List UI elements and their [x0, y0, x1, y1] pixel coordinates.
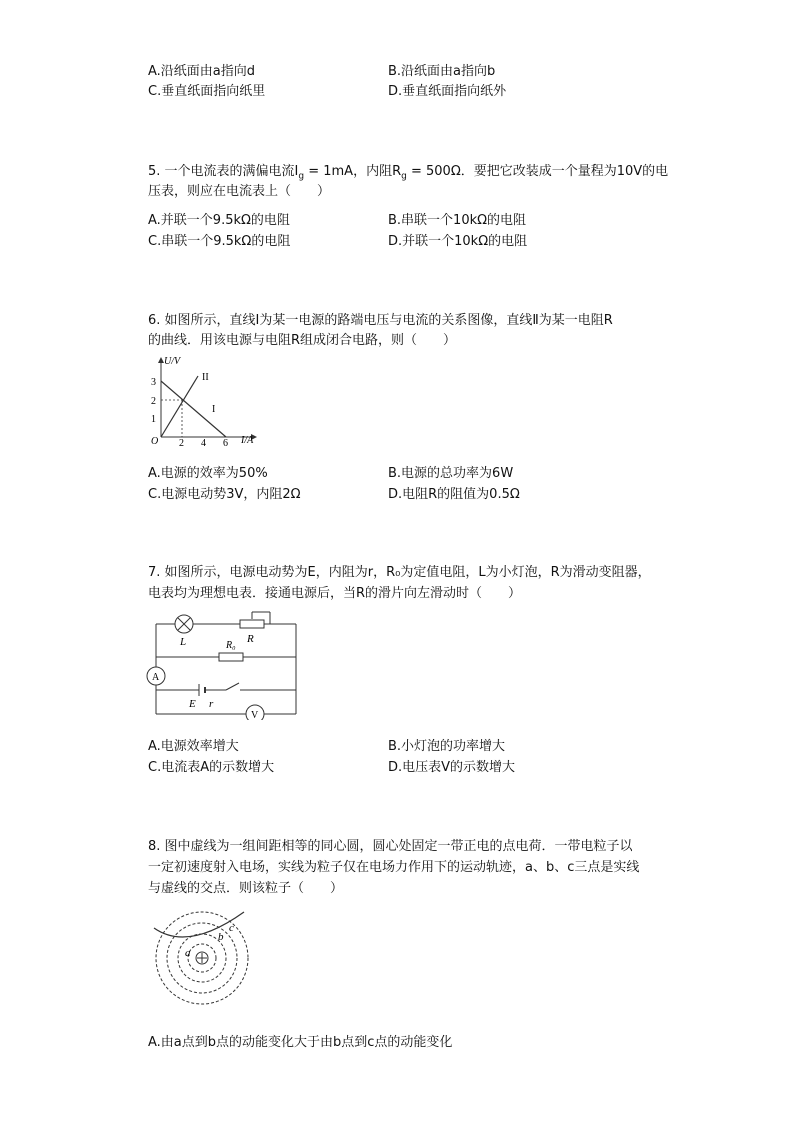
x-tick-6: 6 — [223, 438, 228, 448]
q6-option-c: C.电源电动势3V，内阻2Ω — [148, 487, 301, 502]
q6-option-d: D.电阻R的阻值为0.5Ω — [388, 487, 520, 502]
q4-option-a: A.沿纸面由a指向d — [148, 64, 256, 79]
q7-stem-line2: 电表均为理想电表．接通电源后，当R的滑片向左滑动时（ ） — [148, 586, 522, 601]
label-c: c — [229, 922, 234, 934]
x-axis-label: I/A — [241, 435, 254, 446]
label-R: R — [247, 633, 254, 645]
x-tick-4: 4 — [201, 438, 206, 448]
label-b: b — [218, 931, 224, 943]
q5-stem-line2: 压表，则应在电流表上（ ） — [148, 184, 331, 199]
q7-option-b: B.小灯泡的功率增大 — [388, 739, 506, 754]
label-E: E — [189, 698, 196, 710]
label-a: a — [185, 947, 191, 959]
rheostat-R — [240, 620, 264, 628]
label-R0: R₀ — [226, 640, 236, 651]
line-II-label: II — [202, 372, 209, 383]
line-I — [161, 381, 226, 437]
q7-option-d: D.电压表V的示数增大 — [388, 760, 516, 775]
y-tick-2: 2 — [151, 396, 156, 407]
q6-stem-line2: 的曲线．用该电源与电阻R组成闭合电路，则（ ） — [148, 333, 457, 348]
y-tick-1: 1 — [151, 414, 156, 425]
q6-option-a: A.电源的效率为50% — [148, 466, 268, 481]
origin-label: O — [151, 436, 159, 447]
q5-option-c: C.串联一个9.5kΩ的电阻 — [148, 234, 291, 249]
q5-option-d: D.并联一个10kΩ的电阻 — [388, 234, 528, 249]
q7-circuit-diagram — [144, 610, 304, 720]
label-L: L — [180, 636, 187, 648]
q8-field-diagram — [148, 904, 258, 1012]
q5-option-b: B.串联一个10kΩ的电阻 — [388, 213, 527, 228]
q6-stem-line1: 6. 如图所示，直线Ⅰ为某一电源的路端电压与电流的关系图像，直线Ⅱ为某一电阻R — [148, 313, 613, 328]
q4-option-c: C.垂直纸面指向纸里 — [148, 84, 266, 99]
q7-option-c: C.电流表A的示数增大 — [148, 760, 275, 775]
fixed-resistor-R0 — [219, 653, 243, 661]
q7-option-a: A.电源效率增大 — [148, 739, 239, 754]
q4-option-d: D.垂直纸面指向纸外 — [388, 84, 507, 99]
label-A: A — [152, 672, 160, 683]
q7-stem-line1: 7. 如图所示，电源电动势为E，内阻为r，R₀为定值电阻，L为小灯泡，R为滑动变阻器， — [148, 565, 651, 580]
q8-option-a: A.由a点到b点的动能变化大于由b点到c点的动能变化 — [148, 1035, 453, 1050]
q8-stem-line3: 与虚线的交点．则该粒子（ ） — [148, 881, 344, 896]
label-V: V — [251, 710, 259, 720]
q5-option-a: A.并联一个9.5kΩ的电阻 — [148, 213, 290, 228]
label-r: r — [209, 698, 214, 710]
line-I-label: I — [212, 404, 216, 415]
q8-stem-line1: 8. 图中虚线为一组间距相等的同心圆，圆心处固定一带正电的点电荷．一带电粒子以 — [148, 839, 633, 854]
q6-option-b: B.电源的总功率为6W — [388, 466, 514, 481]
q4-option-b: B.沿纸面由a指向b — [388, 64, 496, 79]
y-axis-label: U/V — [164, 356, 181, 367]
q5-stem-line1: 5. 一个电流表的满偏电流$I_g = 1mA$，内阻$R_g = 500\Omega$．要把它改装成一个量程为10V的电 — [148, 164, 669, 182]
x-tick-2: 2 — [179, 438, 184, 448]
q8-stem-line2: 一定初速度射入电场，实线为粒子仅在电场力作用下的运动轨迹，a、b、c三点是实线 — [148, 860, 640, 875]
q6-ui-graph — [148, 354, 268, 448]
y-tick-3: 3 — [151, 377, 156, 388]
